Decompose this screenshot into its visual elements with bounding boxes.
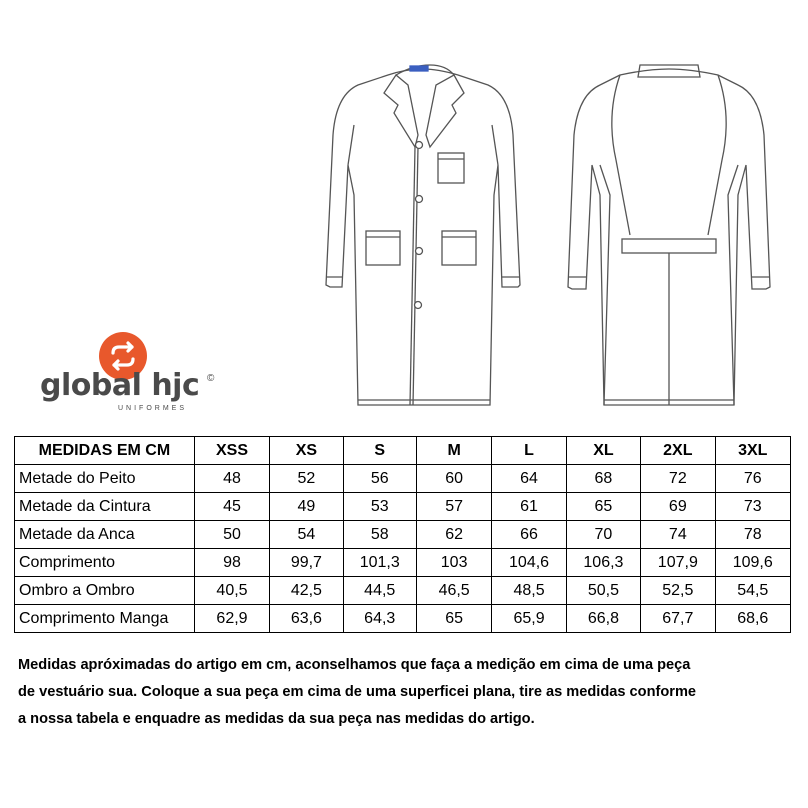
table-cell: 109,6 xyxy=(715,549,790,577)
table-cell: 58 xyxy=(343,521,416,549)
table-row xyxy=(15,465,791,493)
row-label: Metade do Peito xyxy=(15,465,195,493)
lab-coat-front-illustration xyxy=(318,55,528,410)
table-cell: 64,3 xyxy=(343,605,416,633)
table-cell: 104,6 xyxy=(492,549,566,577)
size-header: S xyxy=(343,437,416,465)
table-row xyxy=(15,549,791,577)
table-cell: 107,9 xyxy=(641,549,715,577)
table-cell: 69 xyxy=(641,493,715,521)
table-cell: 106,3 xyxy=(566,549,640,577)
row-label: Comprimento Manga xyxy=(15,605,195,633)
table-cell: 68,6 xyxy=(715,605,790,633)
table-cell: 78 xyxy=(715,521,790,549)
table-cell: 42,5 xyxy=(270,577,343,605)
table-cell: 57 xyxy=(416,493,491,521)
table-row xyxy=(15,605,791,633)
size-header: 3XL xyxy=(715,437,790,465)
table-cell: 66,8 xyxy=(566,605,640,633)
lab-coat-back-illustration xyxy=(560,55,778,410)
table-cell: 73 xyxy=(715,493,790,521)
table-cell: 68 xyxy=(566,465,640,493)
table-cell: 72 xyxy=(641,465,715,493)
table-cell: 101,3 xyxy=(343,549,416,577)
size-header: XS xyxy=(270,437,343,465)
table-row xyxy=(15,521,791,549)
size-header: XSS xyxy=(194,437,269,465)
note-line: Medidas apróximadas do artigo em cm, aconselhamos que faça a medição em cima de uma peça xyxy=(18,657,691,673)
table-row xyxy=(15,577,791,605)
note-line: de vestuário sua. Coloque a sua peça em cima de uma superficei plana, tire as medidas conforme xyxy=(18,684,697,700)
note-line: a nossa tabela e enquadre as medidas da sua peça nas medidas do artigo. xyxy=(18,711,535,727)
table-cell: 64 xyxy=(492,465,566,493)
size-chart-table xyxy=(14,436,791,633)
table-cell: 70 xyxy=(566,521,640,549)
row-label: Metade da Anca xyxy=(15,521,195,549)
header-measurements-label: MEDIDAS EM CM xyxy=(15,437,195,465)
table-cell: 50 xyxy=(194,521,269,549)
table-cell: 61 xyxy=(492,493,566,521)
table-cell: 67,7 xyxy=(641,605,715,633)
table-cell: 60 xyxy=(416,465,491,493)
row-label: Metade da Cintura xyxy=(15,493,195,521)
row-label: Ombro a Ombro xyxy=(15,577,195,605)
table-cell: 45 xyxy=(194,493,269,521)
size-header: M xyxy=(416,437,491,465)
table-cell: 65 xyxy=(566,493,640,521)
table-cell: 44,5 xyxy=(343,577,416,605)
size-header: L xyxy=(492,437,566,465)
table-cell: 65 xyxy=(416,605,491,633)
table-cell: 66 xyxy=(492,521,566,549)
table-cell: 50,5 xyxy=(566,577,640,605)
brand-subtitle: UNIFORMES xyxy=(118,405,187,412)
table-cell: 62,9 xyxy=(194,605,269,633)
table-cell: 65,9 xyxy=(492,605,566,633)
table-row xyxy=(15,493,791,521)
table-cell: 48 xyxy=(194,465,269,493)
table-cell: 62 xyxy=(416,521,491,549)
table-cell: 52,5 xyxy=(641,577,715,605)
brand-logo xyxy=(40,328,225,413)
table-cell: 56 xyxy=(343,465,416,493)
table-header-row xyxy=(15,437,791,465)
table-cell: 49 xyxy=(270,493,343,521)
table-cell: 54,5 xyxy=(715,577,790,605)
measurement-note xyxy=(18,652,803,733)
table-cell: 103 xyxy=(416,549,491,577)
brand-name: global hjc xyxy=(40,368,200,403)
registered-mark: © xyxy=(207,373,215,384)
table-cell: 46,5 xyxy=(416,577,491,605)
table-cell: 48,5 xyxy=(492,577,566,605)
table-cell: 63,6 xyxy=(270,605,343,633)
table-cell: 74 xyxy=(641,521,715,549)
table-cell: 54 xyxy=(270,521,343,549)
table-cell: 52 xyxy=(270,465,343,493)
table-cell: 53 xyxy=(343,493,416,521)
row-label: Comprimento xyxy=(15,549,195,577)
size-header: 2XL xyxy=(641,437,715,465)
size-header: XL xyxy=(566,437,640,465)
table-cell: 40,5 xyxy=(194,577,269,605)
table-cell: 76 xyxy=(715,465,790,493)
table-cell: 99,7 xyxy=(270,549,343,577)
table-cell: 98 xyxy=(194,549,269,577)
